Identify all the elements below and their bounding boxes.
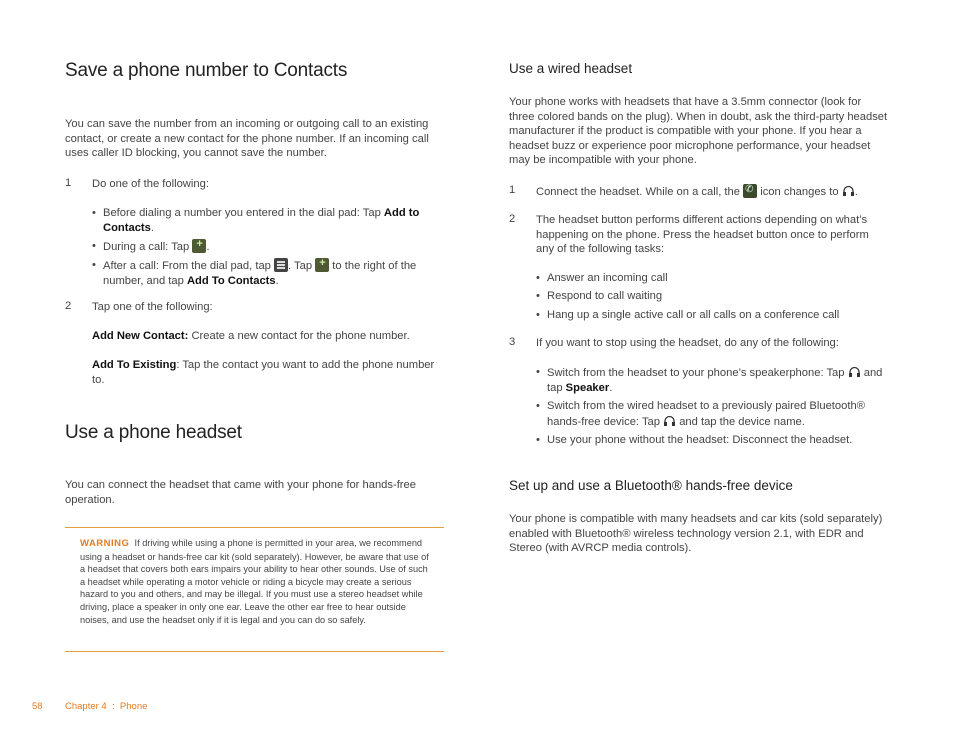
list-item: • Before dialing a number you entered in the dial pad: Tap Add to Contacts. [92, 206, 442, 235]
step-text: The headset button performs different actions depending on what’s happening on the phone. Press the headset button once to perform any of the following tasks: [536, 214, 869, 256]
step-text: Connect the headset. While on a call, the ✆ icon changes to . [536, 184, 896, 200]
option-add-new-contact: Add New Contact: Create a new contact for the phone number. [92, 330, 410, 342]
intro-save-contact: You can save the number from an incoming or outgoing call to an existing contact, or create a new contact for the phone number. If an incoming call uses caller ID blocking, you cannot save the number. [65, 118, 429, 160]
option-add-to-existing: Add To Existing: Tap the contact you want to add the phone number to. [92, 359, 435, 386]
warning-top-rule [65, 527, 444, 528]
add-contact-icon [192, 239, 206, 253]
section-title-save-contact: Save a phone number to Contacts [65, 60, 348, 81]
save-options-list [92, 206, 442, 292]
list-item: • Answer an incoming call [536, 271, 886, 286]
page-number: 58 [32, 701, 43, 712]
warning-box [80, 537, 432, 626]
intro-headset: You can connect the headset that came with your phone for hands-free operation. [65, 479, 416, 506]
list-item: • Respond to call waiting [536, 289, 886, 304]
chapter-footer: Chapter 4 : Phone [65, 701, 148, 712]
intro-bluetooth: Your phone is compatible with many headsets and car kits (sold separately) enabled with Bluetooth® wireless technology version 2.1, with EDR and Stereo (with AVRCP media controls). [509, 513, 883, 555]
stop-headset-list [536, 365, 888, 451]
step-number: 1 [65, 177, 72, 189]
section-title-headset: Use a phone headset [65, 422, 242, 443]
step-number: 2 [65, 300, 72, 312]
add-contact-icon [315, 258, 329, 272]
warning-label: WARNING [80, 538, 130, 549]
step-number: 2 [509, 213, 516, 225]
headset-icon [663, 414, 676, 428]
list-item: • After a call: From the dial pad, tap . Tap + to the right of the number, and tap Add To Contacts. [92, 258, 442, 288]
step-text: Tap one of the following: [92, 301, 213, 313]
list-item: • Switch from the wired headset to a previously paired Bluetooth® hands-free device: Tap and tap the device name. [536, 399, 888, 429]
step-number: 3 [509, 336, 516, 348]
list-item: • Switch from the headset to your phone’s speakerphone: Tap and tap Speaker. [536, 365, 888, 395]
step-number: 1 [509, 184, 516, 196]
intro-wired-headset: Your phone works with headsets that have a 3.5mm connector (look for three colored bands on the plug). When in doubt, ask the third-party headset manufacturer if the product is compatible with your phone. If you hear a headset buzz or experience poor microphone performance, your headset may be incompatible with your phone. [509, 96, 888, 167]
call-icon [743, 184, 757, 198]
list-item: • Use your phone without the headset: Disconnect the headset. [536, 433, 888, 448]
dial-pad-icon [274, 258, 288, 272]
warning-text: If driving while using a phone is permitted in your area, we recommend using a headset or hands-free car kit (sold separately). However, be aware that use of a headset that covers both ears impairs your ability to hear other sounds. Use of such a headset while operating a motor vehicle or riding a bicycle may create a serious hazard to you and others, and may be illegal. If you must use a stereo headset while driving, place a speaker in only one ear. Leave the other ear free to hear outside noises, and use the headset only if it is legal and you can do so safely. [80, 538, 429, 625]
step-text: If you want to stop using the headset, do any of the following: [536, 337, 839, 349]
headset-icon [842, 184, 855, 198]
list-item: • During a call: Tap +. [92, 239, 442, 255]
step-text: Do one of the following: [92, 178, 209, 190]
headset-tasks-list [536, 271, 886, 326]
section-title-wired-headset: Use a wired headset [509, 61, 633, 76]
headset-icon [848, 365, 861, 379]
warning-bottom-rule [65, 651, 444, 652]
section-title-bluetooth: Set up and use a Bluetooth® hands-free device [509, 478, 793, 493]
list-item: • Hang up a single active call or all calls on a conference call [536, 308, 886, 323]
